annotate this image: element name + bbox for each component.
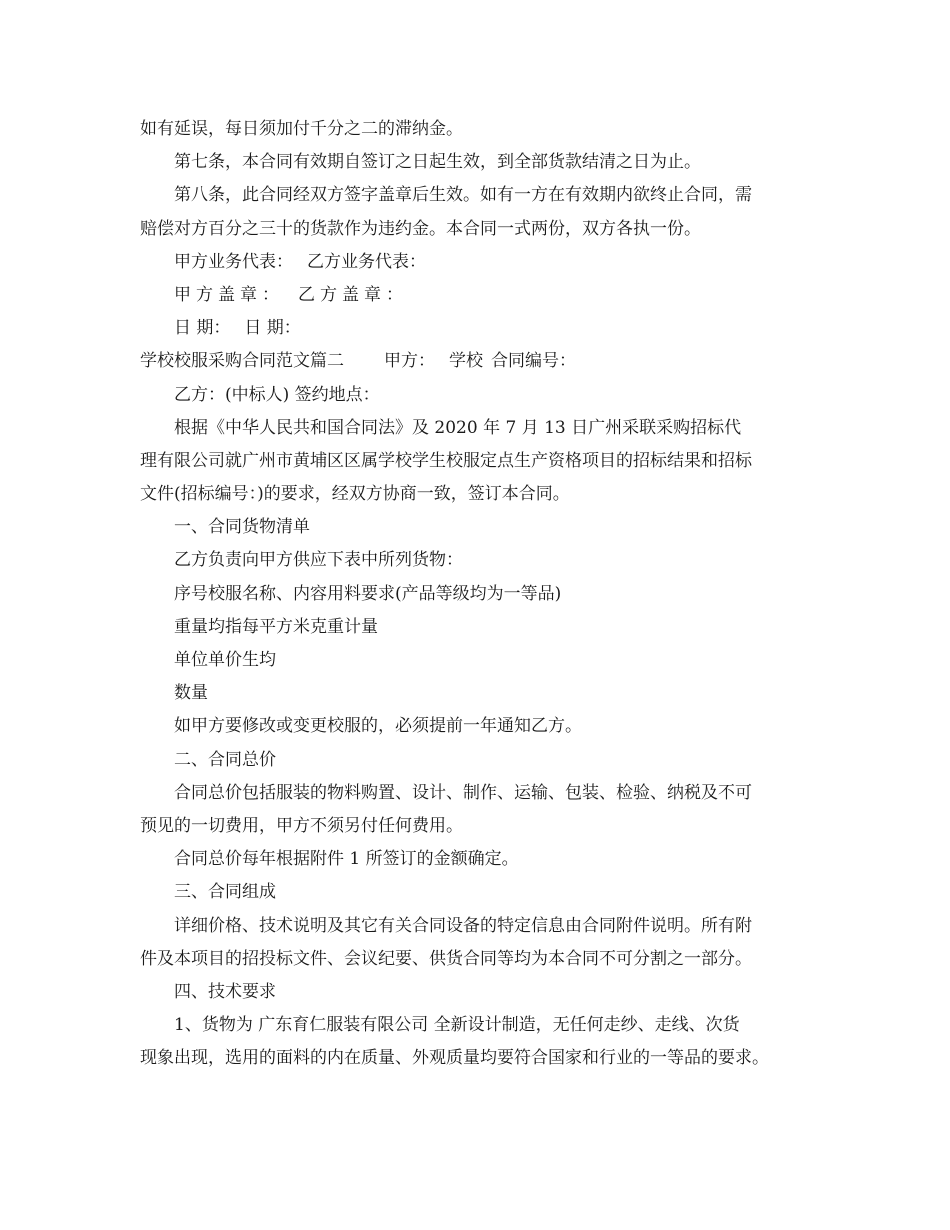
text-span: 第八条，此合同经双方签字盖章后生效。如有一方在有效期内欲终止合同，需 (174, 185, 752, 206)
basis-line-3: 文件(招标编号：)的要求，经双方协商一致，签订本合同。 (140, 484, 570, 505)
representatives-row (140, 246, 822, 279)
party-b-date-label: 日 期： (244, 318, 301, 339)
basis-line-1: 根据《中华人民共和国合同法》及 2020 年 7 月 13 日广州采联采购招标代 (174, 417, 742, 438)
contract-number-label: 合同编号： (491, 351, 576, 372)
text-line: 合同总价包括服装的物料购置、设计、制作、运输、包装、检验、纳税及不可 (174, 782, 752, 803)
text-line: 乙方负责向甲方供应下表中所列货物： (174, 550, 463, 571)
party-b-seal-label: 乙方盖章： (298, 284, 408, 305)
party-a-representative-label: 甲方业务代表： (174, 251, 293, 272)
clause-eight-line-2: 赔偿对方百分之三十的货款作为违约金。本合同一式两份，双方各执一份。 (140, 218, 701, 239)
party-a-seal-label: 甲方盖章： (174, 284, 284, 305)
basis-line-2: 理有限公司就广州市黄埔区区属学校学生校服定点生产资格项目的招标结果和招标 (140, 450, 752, 471)
text-line: 预见的一切费用，甲方不须另付任何费用。 (140, 815, 463, 836)
section-heading-row (140, 345, 822, 378)
text-line: 如有延误，每日须加付千分之二的滞纳金。 (140, 119, 463, 139)
document-body (140, 113, 822, 1075)
party-b-row: 乙方：(中标人) 签约地点： (174, 384, 380, 405)
clause-eight-line-1 (140, 179, 822, 212)
clause-seven: 第七条，本合同有效期自签订之日起生效，到全部货款结清之日为止。 (174, 152, 701, 173)
heading-total-price: 二、合同总价 (174, 749, 276, 770)
table-header-text: 序号校服名称、内容用料要求(产品等级均为一等品) (174, 583, 562, 604)
text-line: 单位单价生均 (174, 650, 276, 670)
text-line: 件及本项目的招投标文件、会议纪要、供货合同等均为本合同不可分割之一部分。 (140, 948, 752, 969)
section-title: 学校校服采购合同范文篇二 (140, 351, 344, 372)
text-line: 详细价格、技术说明及其它有关合同设备的特定信息由合同附件说明。所有附 (174, 915, 752, 936)
heading-technical-requirements: 四、技术要求 (174, 981, 276, 1002)
heading-goods-list: 一、合同货物清单 (174, 517, 310, 538)
party-a-date-label: 日 期： (174, 318, 231, 339)
date-row (140, 312, 822, 345)
text-line: 合同总价每年根据附件 1 所签订的金额确定。 (174, 849, 519, 870)
text-line: 如甲方要修改或变更校服的，必须提前一年通知乙方。 (174, 716, 582, 737)
text-line: 重量均指每平方米克重计量 (174, 616, 378, 637)
party-a-label: 甲方： (384, 351, 435, 372)
seal-row (140, 279, 822, 312)
text-line: 数量 (174, 683, 208, 704)
party-a-value: 学校 (449, 351, 483, 372)
text-line: 现象出现，选用的面料的内在质量、外观质量均要符合国家和行业的一等品的要求。 (140, 1048, 769, 1069)
text-line: 1、货物为 广东育仁服装有限公司 全新设计制造，无任何走纱、走线、次货 (174, 1015, 740, 1036)
heading-contract-composition: 三、合同组成 (174, 882, 276, 903)
party-b-representative-label: 乙方业务代表： (307, 251, 426, 272)
